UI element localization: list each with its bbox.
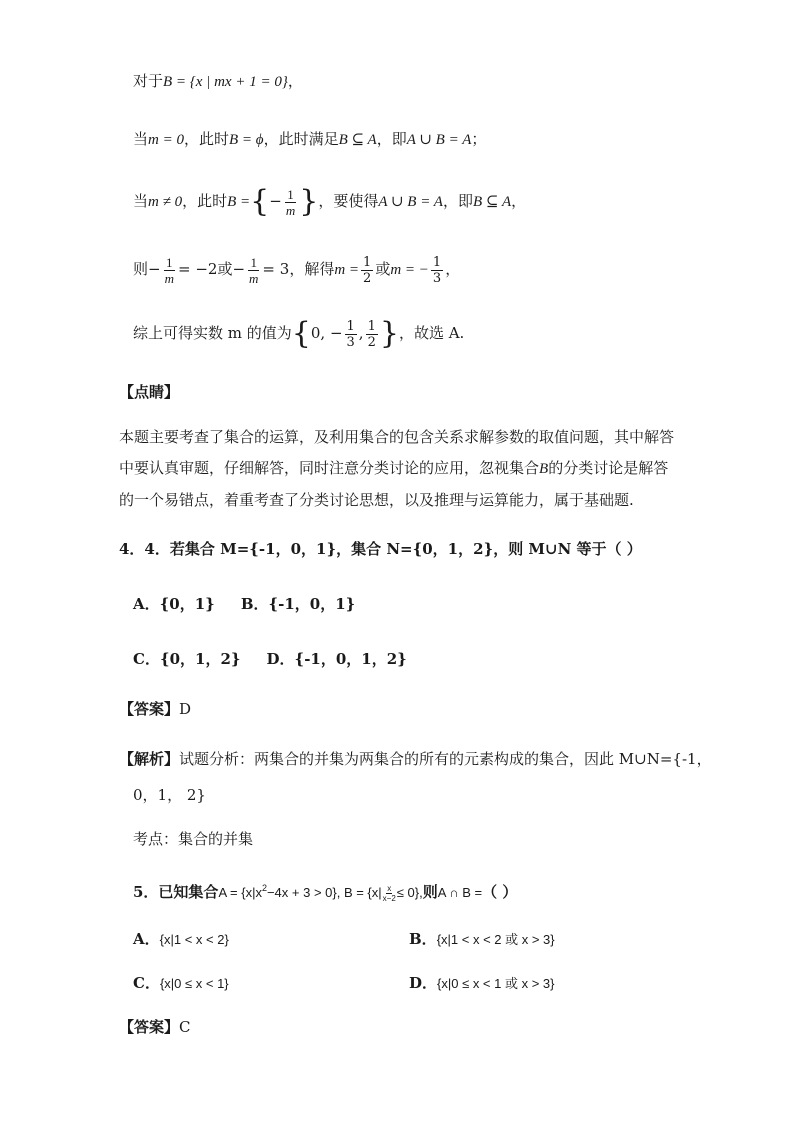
answer-label: 【答案】 — [119, 1018, 180, 1036]
option-d: D．{-1，0，1，2} — [266, 650, 407, 668]
text: ，此时 — [182, 192, 228, 210]
math-expression: m = — [334, 262, 360, 278]
question-4-answer — [119, 698, 191, 720]
text: ， — [287, 72, 303, 90]
answer-value: C — [179, 1018, 191, 1036]
text: 则 — [133, 260, 149, 278]
math-expression: B ⊆ A — [338, 132, 377, 148]
math-expression: A = {x|x — [218, 885, 262, 900]
numerator: 1 — [432, 254, 442, 270]
option-d-label: D． — [409, 974, 438, 992]
question-4-stem: 4．4．若集合 M={-1，0，1}，集合 N={0，1，2}，则 M∪N 等于（ ） — [119, 540, 642, 558]
analysis-text: 试题分析：两集合的并集为两集合的所有的元素构成的集合，因此 M∪N={-1， — [179, 750, 712, 768]
question-4-analysis-cont: 0，1， 2} — [133, 786, 206, 804]
math-expression: B ⊆ A — [472, 194, 512, 210]
denominator: 2 — [363, 270, 372, 286]
right-brace: } — [379, 316, 399, 351]
fraction — [163, 255, 176, 286]
text: 的分类讨论是解答的一个易错点，着重考查了分类讨论思想，以及推理与运算能力，属于基础题. — [119, 459, 669, 509]
text: 综上可得实数 m 的值为 — [133, 324, 292, 342]
numerator: 1 — [287, 186, 294, 202]
question-5-options-row-1 — [133, 928, 229, 951]
option-b: B．{-1，0，1} — [240, 595, 356, 613]
analysis-label: 【解析】 — [119, 750, 180, 768]
numerator: x — [387, 883, 392, 893]
math-expression: A ∪ B = A — [378, 194, 443, 210]
option-a: A．{0，1} — [133, 595, 215, 613]
question-4-options-row-2 — [133, 648, 407, 670]
question-5-option-b — [409, 928, 555, 951]
stem-text: 则 — [422, 883, 438, 901]
answer-value: D — [179, 700, 192, 718]
numerator: 1 — [363, 254, 372, 270]
text: 本题主要考查了集合的运算，及利用集合的包含关系求解参数的取值问题，其中解答中要认真审题，仔细解答，同时注意分类讨论的应用，忽视集合 — [119, 428, 675, 477]
text: ，故选 A. — [398, 324, 465, 342]
denominator: 3 — [432, 270, 442, 286]
comma: , — [358, 324, 364, 342]
math-expression: ≤ 0}, — [396, 885, 423, 900]
text: 对于 — [133, 72, 164, 90]
text: 当 — [133, 192, 149, 210]
question-5-stem — [133, 877, 517, 904]
stem-text: （ ） — [482, 883, 518, 901]
text: ，即 — [376, 130, 407, 148]
math-expression: 0, − — [310, 324, 343, 342]
math-expression: B = ϕ — [229, 132, 264, 148]
question-4-kaodian: 考点：集合的并集 — [133, 830, 254, 848]
question-4-options-row-1 — [133, 593, 355, 615]
option-c-label: C． — [133, 974, 160, 992]
math-expression: A ∩ B = — [437, 885, 483, 900]
denominator: m — [249, 270, 259, 286]
fraction — [361, 255, 373, 286]
text: ，解得 — [289, 260, 335, 278]
option-c-value: {x|0 ≤ x < 1} — [159, 976, 229, 991]
numerator: 1 — [367, 318, 376, 334]
math-expression: = 3 — [262, 260, 290, 278]
solution-line-5 — [133, 317, 464, 350]
option-b-label: B． — [409, 930, 437, 948]
denominator: 3 — [346, 334, 355, 350]
solution-line-2 — [133, 128, 486, 151]
exponent: 2 — [261, 883, 267, 893]
text: ，即 — [442, 192, 473, 210]
question-5-options-row-2 — [133, 972, 229, 995]
option-b-value: {x|1 < x < 2 或 x > 3} — [436, 932, 555, 947]
minus-sign: − — [269, 192, 282, 210]
denominator: x−2 — [382, 893, 396, 903]
option-d-value: {x|0 ≤ x < 1 或 x > 3} — [437, 976, 555, 991]
answer-label: 【答案】 — [119, 700, 180, 718]
solution-line-1 — [133, 70, 303, 93]
solution-line-4 — [133, 253, 460, 286]
solution-line-3 — [133, 185, 526, 218]
fraction — [284, 187, 297, 218]
math-expression: B = — [227, 194, 251, 210]
math-expression: A ∪ B = A — [406, 132, 472, 148]
math-variable: B — [539, 461, 549, 477]
denominator: 2 — [367, 334, 376, 350]
math-expression: B = {x | mx + 1 = 0} — [163, 74, 288, 90]
left-brace: { — [250, 184, 270, 219]
numerator: 1 — [346, 318, 355, 334]
text: ，此时满足 — [263, 130, 339, 148]
fraction — [366, 319, 378, 350]
numerator: 1 — [250, 254, 257, 270]
question-4-analysis — [119, 748, 712, 770]
question-5-answer — [119, 1016, 191, 1038]
numerator: 1 — [166, 254, 173, 270]
option-a-label: A． — [133, 930, 160, 948]
text: 或 — [217, 260, 233, 278]
stem-text: 5．已知集合 — [133, 883, 219, 901]
fraction — [383, 884, 396, 903]
text: ，此时 — [183, 130, 229, 148]
math-expression: m ≠ 0 — [148, 194, 183, 210]
left-brace: { — [291, 316, 311, 351]
text: 当 — [133, 130, 149, 148]
section-heading-dianjing: 【点睛】 — [119, 383, 180, 401]
denominator: m — [285, 202, 296, 218]
math-expression: m = 0 — [148, 132, 184, 148]
option-c: C．{0，1，2} — [133, 650, 241, 668]
text: 或 — [375, 260, 391, 278]
fraction — [247, 255, 260, 286]
text: ，要使得 — [318, 192, 379, 210]
option-a-value: {x|1 < x < 2} — [159, 932, 229, 947]
text: ， — [511, 192, 527, 210]
text: ， — [445, 260, 461, 278]
text: ； — [471, 130, 487, 148]
denominator: m — [164, 270, 174, 286]
fraction — [431, 255, 443, 286]
minus-sign: − — [148, 260, 161, 278]
question-5-option-d — [409, 972, 554, 995]
minus-sign: − — [232, 260, 246, 278]
math-expression: −4x + 3 > 0}, B = {x| — [266, 885, 382, 900]
math-expression: = −2 — [177, 260, 218, 278]
dianjing-paragraph — [119, 422, 679, 516]
math-expression: m = − — [390, 262, 429, 278]
right-brace: } — [299, 184, 319, 219]
fraction — [345, 319, 357, 350]
